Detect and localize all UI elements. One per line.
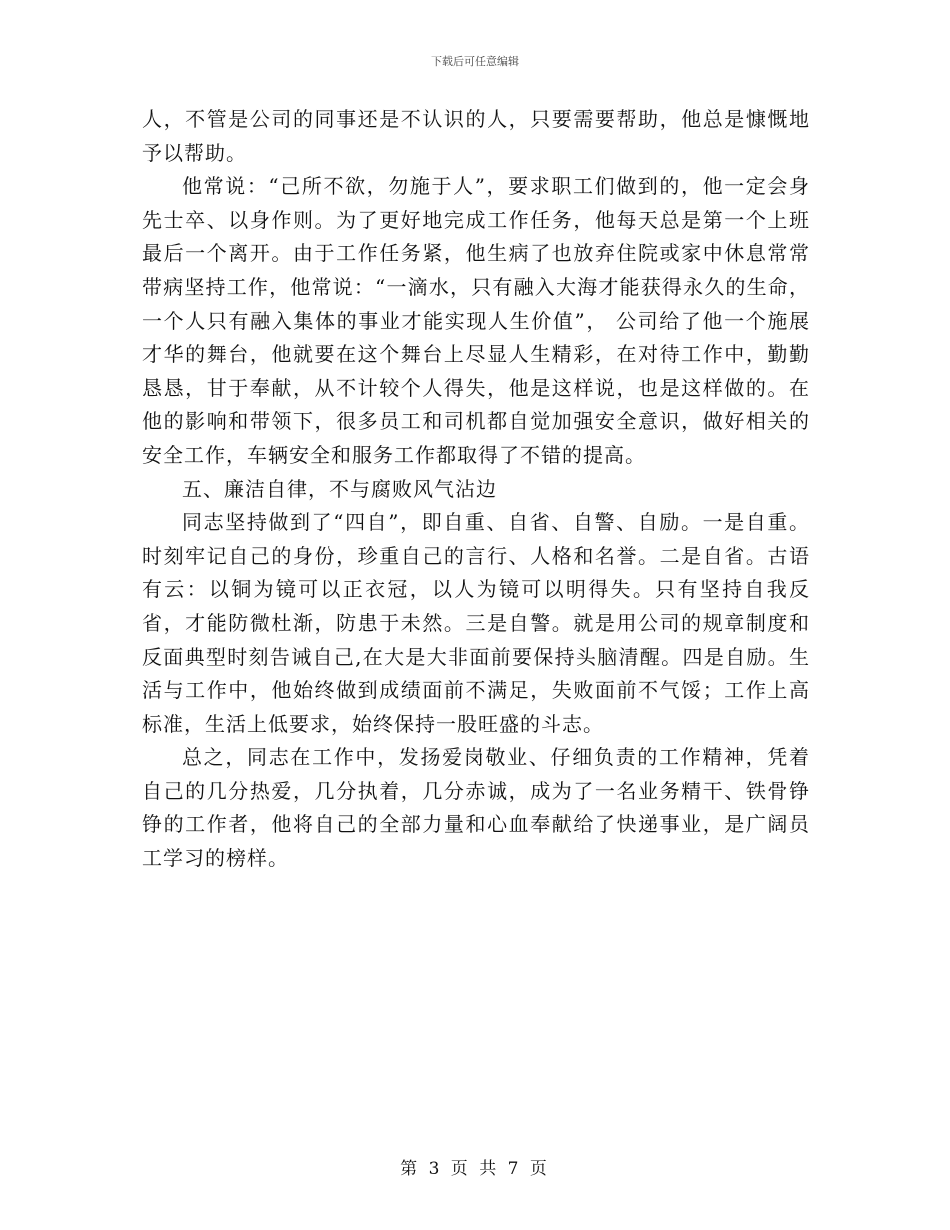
page-header: 下载后可任意编辑: [431, 55, 519, 68]
paragraph: 同志坚持做到了“四自”，即自重、自省、自警、自励。一是自重。时刻牢记自己的身份，珍重自己的言行、人格和名誉。二是自省。古语有云：以铜为镜可以正衣冠，以人为镜可以明得失。只有坚持自我反省，才能防微杜渐，防患于未然。三是自警。就是用公司的规章制度和反面典型时刻告诫自己,在大是大非面前要保持头脑清醒。四是自励。生活与工作中，他始终做到成绩面前不满足，失败面前不气馁；工作上高标准，生活上低要求，始终保持一股旺盛的斗志。: [142, 510, 810, 736]
paragraph-continuation: 人，不管是公司的同事还是不认识的人，只要需要帮助，他总是慷慨地予以帮助。: [142, 107, 810, 165]
page-number: 第 3 页 共 7 页: [400, 1159, 550, 1179]
paragraph: 他常说：“己所不欲，勿施于人”，要求职工们做到的，他一定会身先士卒、以身作则。为了更好地完成工作任务，他每天总是第一个上班最后一个离开。由于工作任务紧，他生病了也放弃住院或家中休息常常带病坚持工作，他常说：“一滴水，只有融入大海才能获得永久的生命，一个人只有融入集体的事业才能实现人生价值”， 公司给了他一个施展才华的舞台，他就要在这个舞台上尽显人生精彩，在对待工作中，勤勤恳恳，甘于奉献，从不计较个人得失，他是这样说，也是这样做的。在他的影响和带领下，很多员工和司机都自觉加强安全意识，做好相关的安全工作，车辆安全和服务工作都取得了不错的提高。: [142, 174, 810, 467]
document-body: [142, 103, 810, 876]
section-heading: 五、廉洁自律，不与腐败风气沾边: [182, 476, 497, 501]
paragraph: 总之，同志在工作中，发扬爱岗敬业、仔细负责的工作精神，凭着自己的几分热爱，几分执着，几分赤诚，成为了一名业务精干、铁骨铮铮的工作者，他将自己的全部力量和心血奉献给了快递事业，是广阔员工学习的榜样。: [142, 745, 810, 871]
